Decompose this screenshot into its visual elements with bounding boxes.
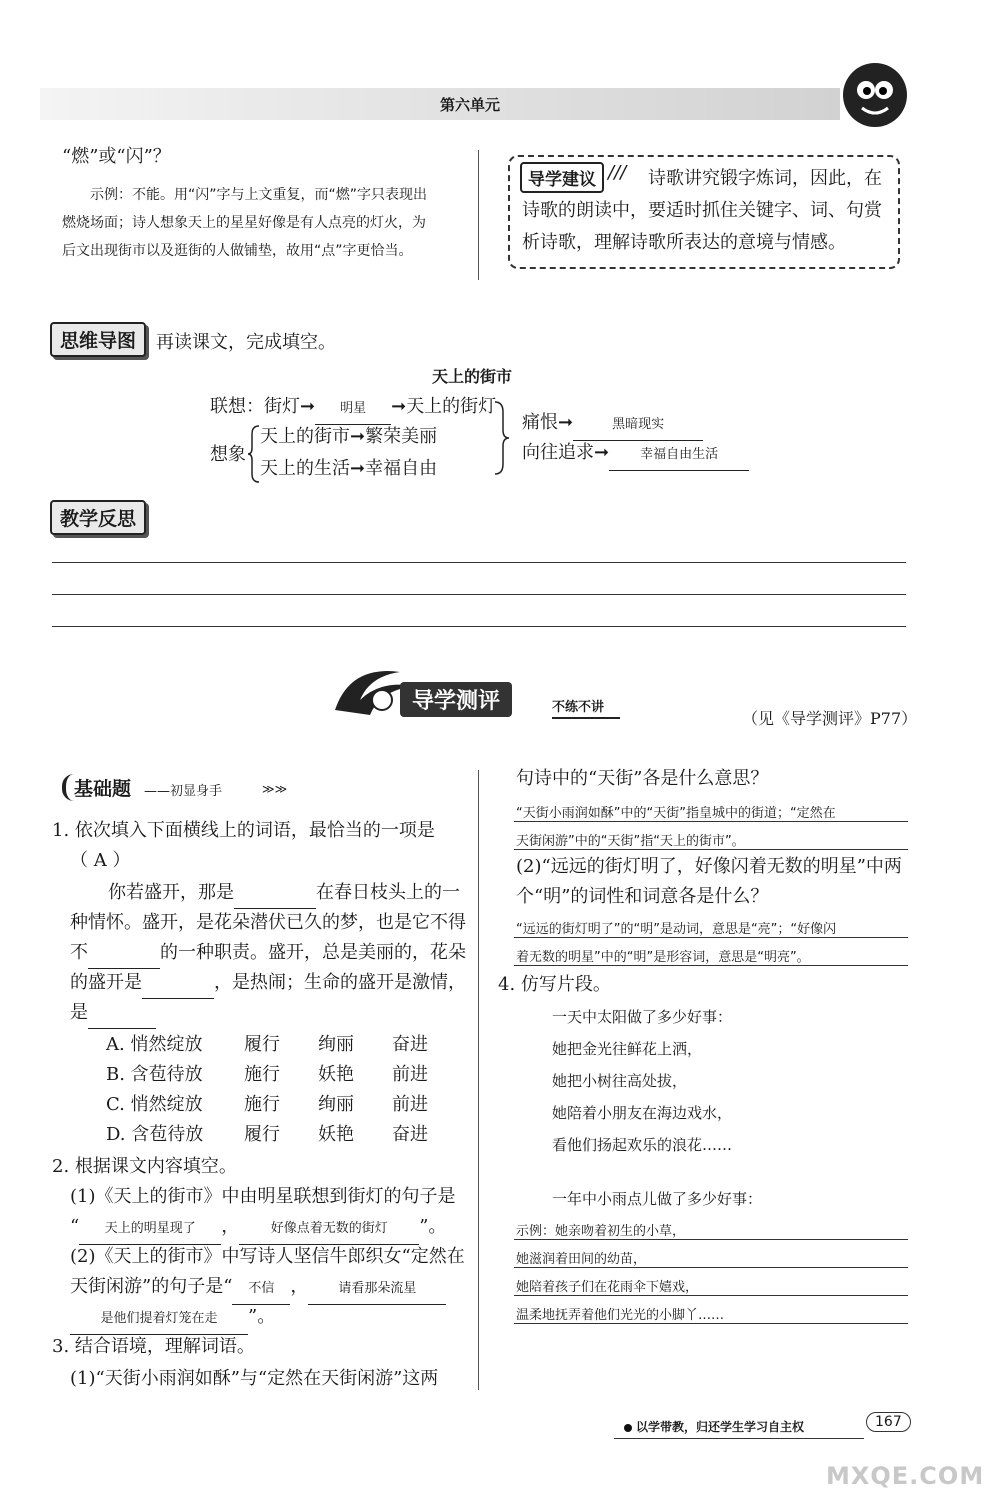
poem-line-3: 她把小树往高处拔， bbox=[552, 1072, 688, 1090]
opt-c-3: 绚丽 bbox=[318, 1094, 354, 1115]
opt-b-4: 前进 bbox=[392, 1064, 428, 1085]
q3-a2-line-2: 着无数的明星”中的“明”是形容词，意思是“明亮”。 bbox=[514, 946, 908, 966]
advice-label: 导学建议 bbox=[520, 162, 604, 193]
q1-p4a: 的盛开是 bbox=[70, 972, 142, 993]
advice-line-3: 析诗歌，理解诗歌所表达的意境与情感。 bbox=[522, 232, 846, 253]
imagine-row-1 bbox=[260, 422, 437, 452]
q1-p1 bbox=[108, 878, 460, 909]
basic-sub: ——初显身手 bbox=[144, 784, 223, 799]
comma: ， bbox=[221, 1216, 240, 1237]
q3-s2: (2)“远远的街灯明了，好像闪着无数的明星”中两 bbox=[516, 856, 902, 877]
q2-s2: (2)《天上的街市》中写诗人坚信牛郎织女“定然在 bbox=[70, 1246, 465, 1267]
arrow-icon: ➞ bbox=[350, 426, 366, 447]
opt-d-2: 履行 bbox=[244, 1124, 280, 1145]
pursue-fill: 幸福自由生活 bbox=[609, 440, 749, 471]
open-quote: “ bbox=[70, 1216, 80, 1237]
mind-map-label: 思维导图 bbox=[50, 322, 146, 357]
q2-s2-fill-b: 请看那朵流星 bbox=[308, 1274, 446, 1305]
opt-b-1: B. 含苞待放 bbox=[106, 1064, 203, 1085]
q2-s1-fill-a: 天上的明星现了 bbox=[79, 1214, 221, 1245]
q2-stem: 2. 根据课文内容填空。 bbox=[52, 1156, 237, 1177]
imagine-2-b: 幸福自由 bbox=[365, 458, 438, 479]
opt-d-3: 妖艳 bbox=[318, 1124, 354, 1145]
q1-p5-text: 是 bbox=[70, 1002, 88, 1023]
left-brace-icon bbox=[248, 424, 260, 484]
q1-answer: （ A ） bbox=[70, 850, 131, 871]
lianxiang-row bbox=[210, 392, 496, 425]
unit-title: 第六单元 bbox=[440, 96, 501, 114]
q1-option-a bbox=[106, 1030, 428, 1060]
poem-line-4: 她陪着小朋友在海边戏水， bbox=[552, 1104, 733, 1122]
poem-line-1: 一天中太阳做了多少好事： bbox=[552, 1008, 733, 1026]
q3-stem: 3. 结合语境，理解词语。 bbox=[52, 1336, 255, 1357]
close-quote: ”。 bbox=[248, 1306, 276, 1327]
mind-map-instruction: 再读课文，完成填空。 bbox=[156, 332, 336, 353]
opt-b-2: 施行 bbox=[244, 1064, 280, 1085]
q4-stem: 4. 仿写片段。 bbox=[498, 974, 611, 995]
answer-line-2: 燃烧场面；诗人想象天上的星星好像是有人点亮的灯火，为 bbox=[62, 215, 426, 231]
hate-row bbox=[522, 408, 703, 441]
mascot-icon bbox=[840, 60, 910, 130]
q1-p3 bbox=[70, 938, 466, 969]
column-divider-bottom bbox=[478, 770, 479, 1390]
lianxiang-label: 联想： bbox=[210, 396, 264, 417]
mind-map-title: 天上的街市 bbox=[432, 367, 513, 386]
q4-prompt: 一年中小雨点儿做了多少好事： bbox=[552, 1190, 763, 1208]
reflection-line-1 bbox=[52, 562, 906, 563]
hate-fill: 黑暗现实 bbox=[573, 410, 703, 441]
imagine-1-b: 繁荣美丽 bbox=[365, 426, 438, 447]
comma: ， bbox=[290, 1276, 309, 1297]
page-number: 167 bbox=[866, 1412, 911, 1432]
q1-option-d bbox=[106, 1120, 428, 1150]
q4-answer-3: 她陪着孩子们在花雨伞下嬉戏， bbox=[514, 1276, 908, 1296]
imagine-2-a: 天上的生活 bbox=[260, 458, 350, 479]
advice-line-1: 诗歌讲究锻字炼词，因此，在 bbox=[648, 168, 882, 189]
imagine-1-a: 天上的街市 bbox=[260, 426, 350, 447]
q1-option-b bbox=[106, 1060, 428, 1090]
pursue-label: 向往追求 bbox=[522, 442, 594, 463]
banner-ref: （见《导学测评》P77） bbox=[742, 709, 918, 728]
reflection-line-2 bbox=[52, 594, 906, 595]
opt-a-2: 履行 bbox=[244, 1034, 280, 1055]
q3-a2-line-1: “远远的街灯明了”的“明”是动词，意思是“亮”；“好像闪 bbox=[514, 918, 908, 938]
answer-line-1: 示例：不能。用“闪”字与上文重复，而“燃”字只表现出 bbox=[90, 187, 428, 203]
arrow-icon: ➞ bbox=[300, 396, 316, 417]
opt-a-4: 奋进 bbox=[392, 1034, 428, 1055]
q2-s2b: 天街闲游”的句子是“ bbox=[70, 1276, 233, 1297]
q4-answer-2: 她滋润着田间的幼苗， bbox=[514, 1248, 908, 1268]
q1-p2: 种情怀。盛开，是花朵潜伏已久的梦，也是它不得 bbox=[70, 912, 466, 933]
q3-s1: (1)“天街小雨润如酥”与“定然在天街闲游”这两 bbox=[70, 1368, 439, 1389]
q1-p4 bbox=[70, 968, 466, 999]
q1-p3a: 不 bbox=[70, 942, 88, 963]
banner-title: 导学测评 bbox=[400, 682, 512, 717]
opt-c-4: 前进 bbox=[392, 1094, 428, 1115]
q2-s1-answer bbox=[70, 1212, 446, 1245]
opt-b-3: 妖艳 bbox=[318, 1064, 354, 1085]
reflection-label: 教学反思 bbox=[50, 500, 146, 535]
q2-s2-answer-2 bbox=[70, 1302, 275, 1335]
pursue-row bbox=[522, 438, 749, 471]
hate-label: 痛恨 bbox=[522, 412, 558, 433]
answer-line-3: 后文出现街市以及逛街的人做铺垫，故用“点”字更恰当。 bbox=[62, 243, 413, 259]
chain-fill: 明星 bbox=[315, 394, 391, 425]
imagine-row-2 bbox=[260, 454, 437, 484]
q1-p3b: 的一种职责。盛开，总是美丽的，花朵 bbox=[160, 942, 466, 963]
reflection-line-3 bbox=[52, 626, 906, 627]
banner-subtitle: 不练不讲 bbox=[552, 696, 620, 719]
q1-p1a: 你若盛开，那是 bbox=[108, 882, 234, 903]
arrow-icon: ➞ bbox=[594, 442, 610, 463]
arrow-icon: ➞ bbox=[558, 412, 574, 433]
q2-s1: (1)《天上的街市》中由明星联想到街灯的句子是 bbox=[70, 1186, 456, 1207]
opt-c-1: C. 悄然绽放 bbox=[106, 1094, 203, 1115]
opt-d-1: D. 含苞待放 bbox=[106, 1124, 204, 1145]
opt-a-3: 绚丽 bbox=[318, 1034, 354, 1055]
q4-answer-1: 示例：她亲吻着初生的小草， bbox=[514, 1220, 908, 1240]
q3-a1-line-2: 天街闲游”中的“天街”指“天上的街市”。 bbox=[514, 830, 908, 850]
basic-label: 基础题 bbox=[62, 774, 131, 801]
q4-answer-4: 温柔地抚弄着他们光光的小脚丫…… bbox=[514, 1304, 908, 1324]
q1-p1b: 在春日枝头上的一 bbox=[316, 882, 460, 903]
q1-blank-1 bbox=[234, 878, 316, 909]
xiangxiang-label: 想象 bbox=[210, 444, 246, 465]
watermark: MXQE.COM bbox=[826, 1462, 985, 1490]
q3-s1b: 句诗中的“天街”各是什么意思？ bbox=[516, 768, 769, 789]
q2-s2-answer bbox=[70, 1272, 446, 1305]
column-divider-top bbox=[478, 150, 479, 280]
footer-slogan: 以学带教，归还学生学习自主权 bbox=[636, 1420, 805, 1434]
q1-blank-2 bbox=[88, 938, 160, 969]
chain-start: 街灯 bbox=[264, 396, 300, 417]
advice-slashes: /// bbox=[608, 162, 627, 183]
footer-bullet-icon bbox=[624, 1424, 632, 1432]
q2-s2-fill-c: 是他们提着灯笼在走 bbox=[70, 1304, 248, 1335]
q1-stem: 1. 依次填入下面横线上的词语，最恰当的一项是 bbox=[52, 820, 435, 841]
q1-blank-3 bbox=[142, 968, 214, 999]
close-quote: ”。 bbox=[419, 1216, 447, 1237]
footer-rule bbox=[614, 1438, 864, 1439]
question-tail: “燃”或“闪”？ bbox=[62, 146, 171, 167]
q1-option-c bbox=[106, 1090, 428, 1120]
poem-line-5: 看他们扬起欢乐的浪花…… bbox=[552, 1136, 733, 1154]
q3-a1-line-1: “天街小雨润如酥”中的“天街”指皇城中的街道；“定然在 bbox=[514, 802, 908, 822]
advice-line-2: 诗歌的朗读中，要适时抓住关键字、词、句赏 bbox=[522, 200, 882, 221]
poem-line-2: 她把金光往鲜花上洒， bbox=[552, 1040, 703, 1058]
chevrons-icon: ≫≫ bbox=[262, 782, 288, 796]
opt-a-1: A. 悄然绽放 bbox=[106, 1034, 203, 1055]
q1-blank-4 bbox=[88, 998, 156, 1029]
q3-s2b: 个“明”的词性和词意各是什么？ bbox=[516, 886, 769, 907]
right-brace-icon bbox=[494, 400, 510, 476]
opt-c-2: 施行 bbox=[244, 1094, 280, 1115]
q2-s1-fill-b: 好像点着无数的街灯 bbox=[239, 1214, 419, 1245]
opt-d-4: 奋进 bbox=[392, 1124, 428, 1145]
q2-s2-fill-a: 不信 bbox=[232, 1274, 290, 1305]
arrow-icon: ➞ bbox=[350, 458, 366, 479]
q1-p4b: ，是热闹；生命的盛开是激情， bbox=[214, 972, 466, 993]
q1-p5 bbox=[70, 998, 156, 1029]
chain-end: 天上的街灯 bbox=[406, 396, 497, 417]
arrow-icon: ➞ bbox=[391, 396, 407, 417]
